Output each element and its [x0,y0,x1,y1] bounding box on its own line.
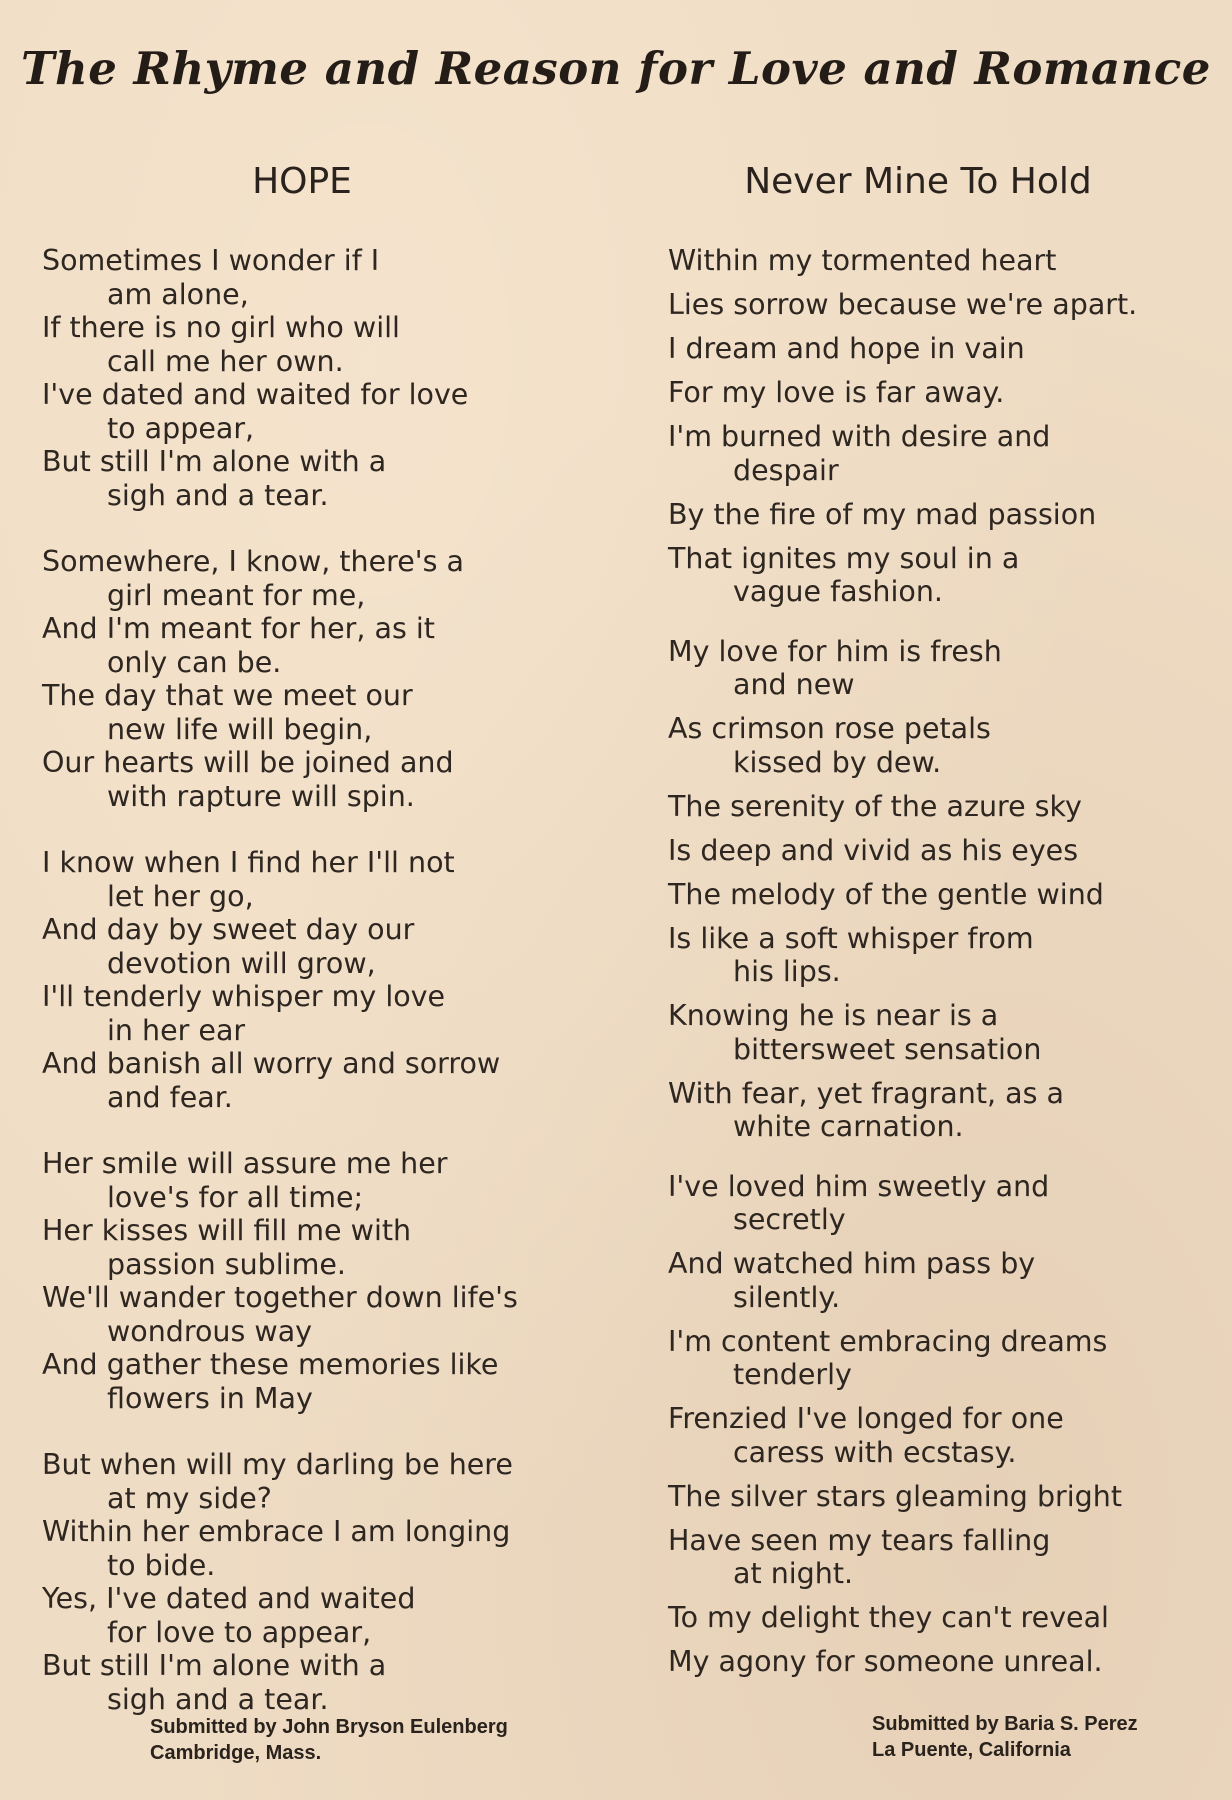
poem-line: tenderly [733,1358,852,1391]
poem-line: I dream and hope in vain [668,332,1025,365]
poem-line: Knowing he is near is a [668,999,999,1032]
poem-line: I know when I find her I'll not [42,846,455,879]
poem-line: call me her own. [107,344,344,378]
poem-line: Frenzied I've longed for one [668,1402,1064,1435]
poem-line: Her kisses will fill me with [42,1214,412,1247]
verse [668,1077,1208,1144]
poem-line: secretly [733,1203,846,1236]
verse [668,376,1208,410]
poem-line: silently. [733,1280,841,1314]
stanza [668,1170,1208,1679]
verse [668,1601,1208,1635]
poem-line: But still I'm alone with a [42,1649,387,1682]
poem-line: at night. [733,1557,854,1590]
poem-line: To my delight they can't reveal [668,1601,1109,1634]
page-title: The Rhyme and Reason for Love and Romance [21,42,1211,95]
poem-line: I'm burned with desire and [668,420,1051,453]
verse [668,999,1208,1066]
stanza [42,1147,602,1415]
poem-line: only can be. [107,645,282,679]
poem-line: Somewhere, I know, there's a [42,545,464,578]
poem-line: passion sublime. [107,1247,346,1281]
verse [668,1247,1208,1314]
verse [668,420,1208,487]
poem-line: devotion will grow, [107,946,376,980]
poem-line: The day that we meet our [42,679,413,712]
poem-line: Is like a soft whisper from [668,921,1034,955]
credit-never-mine-name: Submitted by Baria S. Perez [872,1713,1138,1735]
stanza [42,244,602,512]
credit-hope-location: Cambridge, Mass. [150,1742,322,1764]
poem-hope [42,160,602,1749]
poem-line: The melody of the gentle wind [668,877,1104,911]
poem-line: flowers in May [107,1381,313,1415]
poem-line: let her go, [107,879,254,913]
poem-line: with rapture will spin. [107,779,415,813]
poem-line: caress with ecstasy. [733,1435,1017,1469]
stanza [42,545,602,813]
stanza [42,846,602,1114]
poem-line: Sometimes I wonder if I [42,244,380,277]
poem-line: to bide. [107,1548,216,1582]
verse [668,288,1208,322]
poem-line: and fear. [107,1080,233,1114]
poem-line: wondrous way [107,1314,313,1348]
poem-line: And gather these memories like [42,1348,499,1381]
verse [668,790,1208,824]
poem-line: at my side? [107,1481,272,1515]
poem-line: love's for all time; [107,1180,364,1214]
verse [668,712,1208,779]
verse [668,922,1208,989]
poem-line: kissed by dew. [733,745,942,779]
verse [668,635,1208,702]
stanza [668,244,1208,609]
poem-line: That ignites my soul in a [668,541,1020,575]
verse [668,1524,1208,1591]
poem-line: for love to appear, [107,1615,372,1649]
poem-line: in her ear [107,1013,246,1047]
credit-never-mine-location: La Puente, California [872,1739,1071,1761]
poem-line: Have seen my tears falling [668,1523,1051,1557]
credit-hope-name: Submitted by John Bryson Eulenberg [150,1716,508,1738]
poem-line: sigh and a tear. [107,1682,329,1716]
verse [668,834,1208,868]
poem-line: By the fire of my mad passion [668,497,1097,531]
poem-line: I'm content embracing dreams [668,1324,1108,1358]
poem-never-mine-to-hold [668,160,1208,1705]
poem-hope-body [42,244,602,1716]
poem-line: But still I'm alone with a [42,445,387,478]
poem-line: And banish all worry and sorrow [42,1047,501,1080]
poem-line: I've dated and waited for love [42,378,469,411]
poem-line: sigh and a tear. [107,478,329,512]
poem-line: to appear, [107,411,255,445]
poem-line: And watched him pass by [668,1247,1036,1280]
verse [668,1325,1208,1392]
poem-line: For my love is far away. [668,376,1005,409]
poem-line: If there is no girl who will [42,311,400,344]
poem-line: I've loved him sweetly and [668,1169,1050,1203]
stanza [668,635,1208,1144]
poem-line: vague fashion. [733,575,943,608]
poem-line: My love for him is fresh [668,634,1002,668]
poem-line: Her smile will assure me her [42,1147,448,1180]
poem-line: And I'm meant for her, as it [42,612,435,645]
poem-line: bittersweet sensation [733,1032,1042,1066]
poem-line: despair [733,453,839,487]
poem-line: white carnation. [733,1110,964,1143]
poem-line: And day by sweet day our [42,913,415,946]
verse [668,1170,1208,1237]
poem-line: girl meant for me, [107,578,366,612]
poem-line: new life will begin, [107,712,373,746]
poem-line: But when will my darling be here [42,1448,513,1481]
poem-line: With fear, yet fragrant, as a [668,1076,1064,1110]
poem-title-hope: HOPE [252,161,352,202]
poem-line: My agony for someone unreal. [668,1645,1103,1678]
poem-line: I'll tenderly whisper my love [42,980,446,1013]
poem-line: Our hearts will be joined and [42,746,454,779]
credit-never-mine-to-hold [872,1711,1138,1763]
poem-line: The silver stars gleaming bright [668,1479,1122,1513]
poem-line: and new [733,668,855,701]
verse [668,244,1208,278]
poem-line: Lies sorrow because we're apart. [668,288,1138,321]
verse [668,1645,1208,1679]
verse [668,1480,1208,1514]
verse [668,542,1208,609]
poem-never-mine-to-hold-body [668,244,1208,1679]
verse [668,1402,1208,1469]
credit-hope [150,1714,508,1766]
poem-line: Within my tormented heart [668,244,1057,277]
verse [668,332,1208,366]
poem-line: We'll wander together down life's [42,1281,518,1314]
poem-line: his lips. [733,955,841,988]
verse [668,878,1208,912]
stanza [42,1448,602,1716]
poem-line: Is deep and vivid as his eyes [668,833,1079,867]
poem-title-never-mine-to-hold: Never Mine To Hold [744,161,1092,202]
poem-line: Yes, I've dated and waited [42,1582,416,1615]
poem-line: As crimson rose petals [668,712,991,745]
poem-line: The serenity of the azure sky [668,789,1082,823]
poem-line: Within her embrace I am longing [42,1515,511,1548]
poem-line: am alone, [107,277,249,311]
verse [668,498,1208,532]
